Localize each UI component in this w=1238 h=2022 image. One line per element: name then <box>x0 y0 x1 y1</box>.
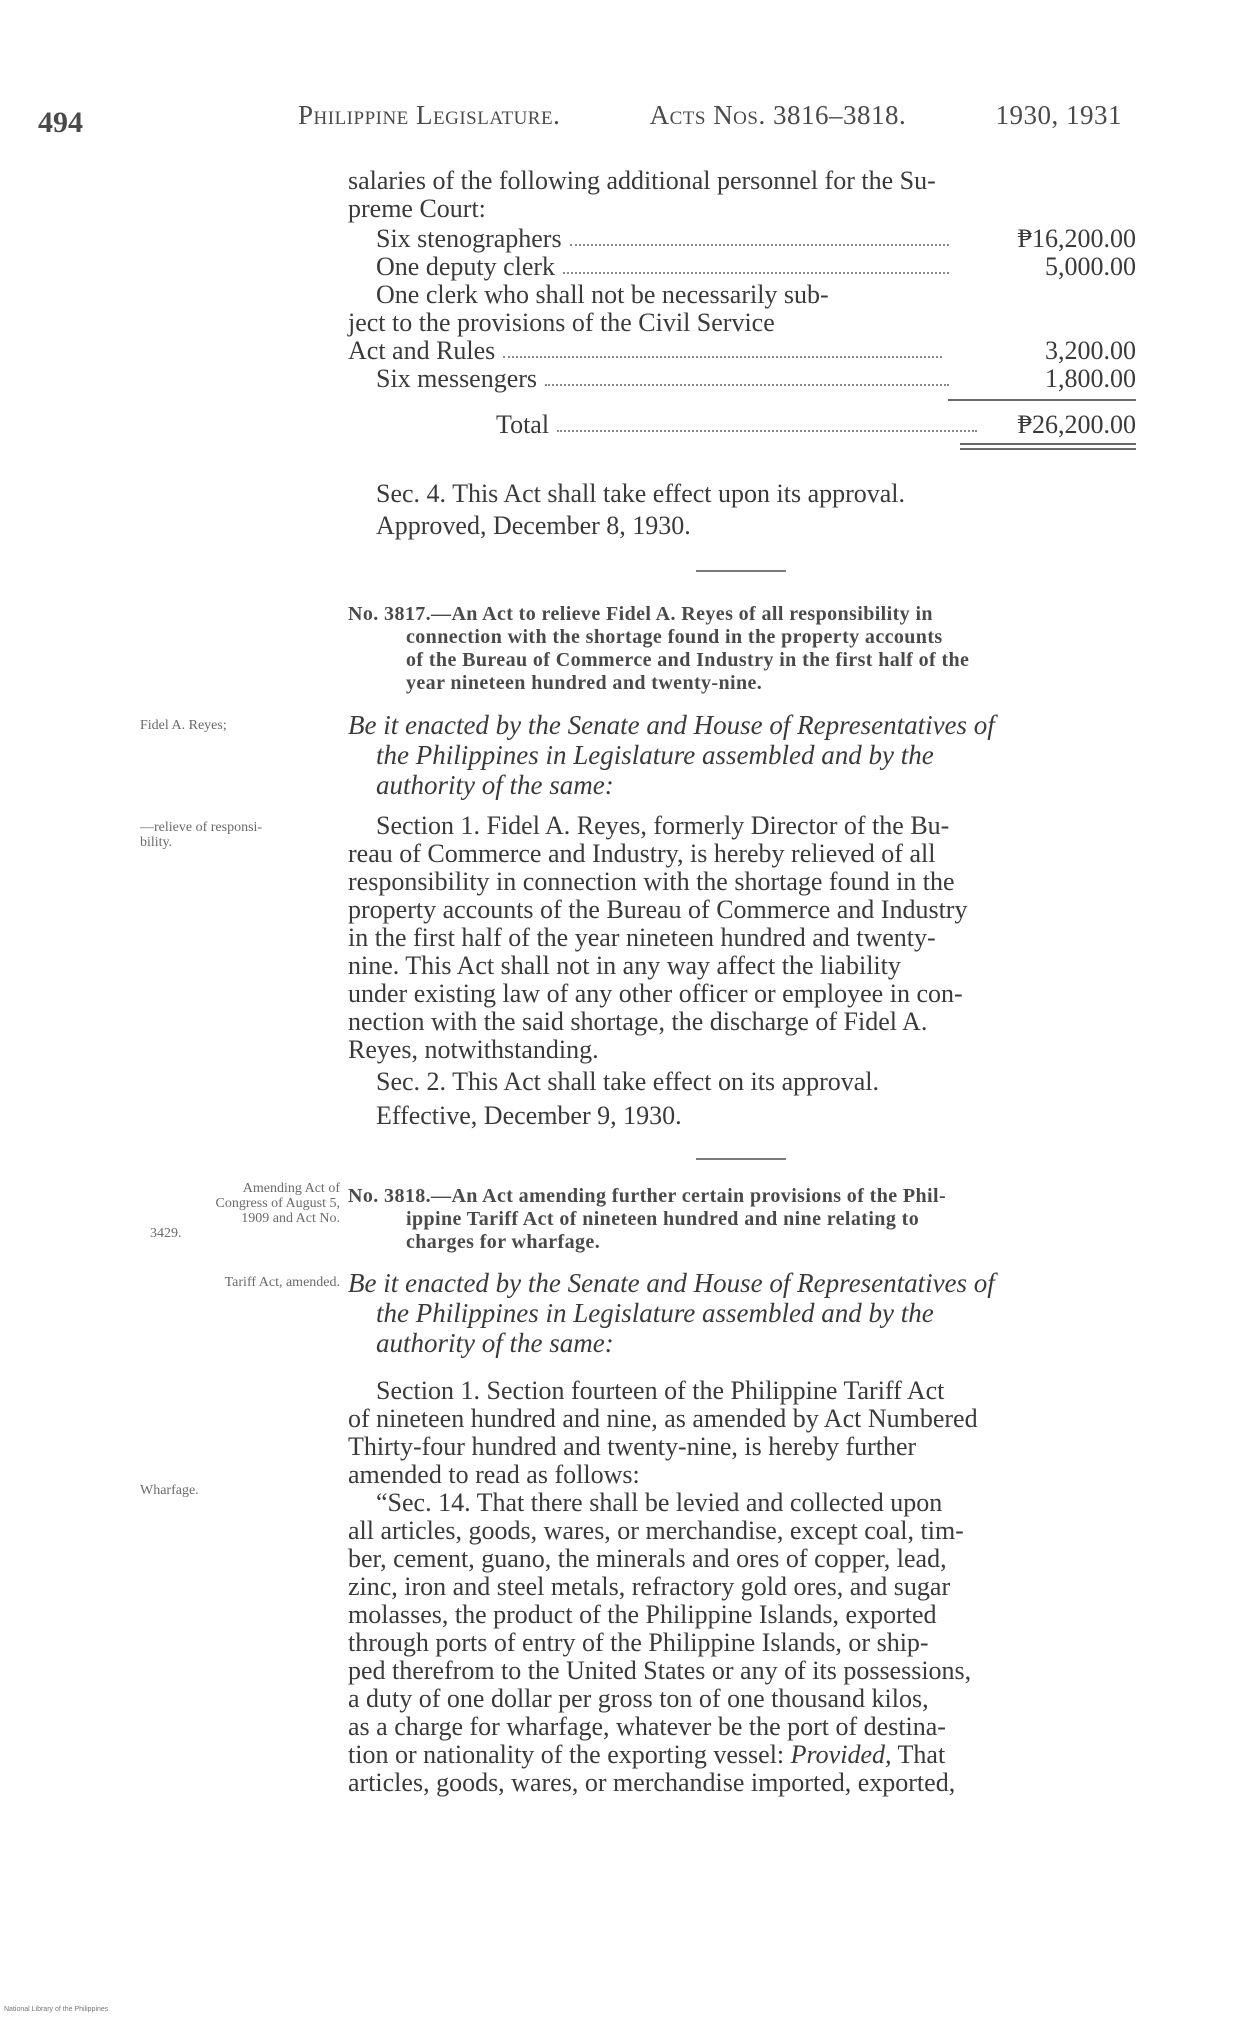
running-header-mid: Acts Nos. 3816–3818. <box>649 100 907 130</box>
act3816-closing <box>348 480 1136 540</box>
para-line: Thirty-four hundred and twenty-nine, is hereby further <box>348 1432 917 1461</box>
enact-line: the Philippines in Legislature assembled and by the <box>376 1298 934 1328</box>
enact-line: Be it enacted by the Senate and House of Representatives of <box>348 710 995 740</box>
title-line: No. 3817.—An Act to relieve Fidel A. Reyes of all responsibility in <box>348 603 933 625</box>
para-line: zinc, iron and steel metals, refractory gold ores, and sugar <box>348 1572 951 1601</box>
schedule-amount: 1,800.00 <box>1045 364 1136 393</box>
schedule-amount: 3,200.00 <box>1045 336 1136 365</box>
total-amount: ₱26,200.00 <box>1017 410 1136 439</box>
title-line: year nineteen hundred and twenty-nine. <box>406 672 763 694</box>
total-label: Total <box>496 410 550 439</box>
margin-line: 3429. <box>150 1226 182 1241</box>
para-line: of nineteen hundred and nine, as amended by Act Numbered <box>348 1404 978 1433</box>
act3816-intro <box>348 167 1136 223</box>
para-line: articles, goods, wares, or merchandise imported, exported, <box>348 1768 956 1797</box>
schedule-label: One deputy clerk <box>376 252 556 281</box>
para-line: responsibility in connection with the shortage found in the <box>348 867 955 896</box>
schedule-amount: ₱16,200.00 <box>1017 224 1136 253</box>
para-line: amended to read as follows: <box>348 1460 640 1489</box>
para-line <box>348 1741 1136 1769</box>
schedule-row <box>348 365 1136 393</box>
total-double-rule <box>960 443 1136 450</box>
enact-line: Be it enacted by the Senate and House of Representatives of <box>348 1268 995 1298</box>
para-line: reau of Commerce and Industry, is hereby relieved of all <box>348 839 936 868</box>
margin-note: Wharfage. <box>140 1483 199 1498</box>
margin-line: Amending Act of <box>242 1181 340 1196</box>
enact-line: authority of the same: <box>376 770 614 800</box>
para-line: a duty of one dollar per gross ton of one thousand kilos, <box>348 1684 929 1713</box>
para-line: Reyes, notwithstanding. <box>348 1035 599 1064</box>
approved-line: Approved, December 8, 1930. <box>376 511 691 540</box>
schedule-row <box>348 281 1136 309</box>
leader-dots <box>557 430 977 432</box>
separator-rule <box>696 570 786 572</box>
schedule-total-row <box>348 411 1136 439</box>
para-line: through ports of entry of the Philippine Islands, or ship- <box>348 1628 929 1657</box>
leader-dots <box>545 384 949 386</box>
enact-line: the Philippines in Legislature assembled and by the <box>376 740 934 770</box>
leader-dots <box>563 272 949 274</box>
para-line: Section 1. Section fourteen of the Philippine Tariff Act <box>376 1376 945 1405</box>
title-line: charges for wharfage. <box>406 1231 601 1253</box>
margin-line: —relieve of responsi- <box>140 820 263 835</box>
act3817-section-1 <box>348 812 1136 1130</box>
para-line: all articles, goods, wares, or merchandise, except coal, tim- <box>348 1516 964 1545</box>
schedule-row <box>348 337 1136 365</box>
running-header <box>298 100 1122 131</box>
para-line: Section 1. Fidel A. Reyes, formerly Director of the Bu- <box>376 811 950 840</box>
margin-note: Tariff Act, amended. <box>224 1275 340 1290</box>
margin-note <box>140 820 340 850</box>
act3817-title <box>348 603 1136 695</box>
act3818-section-1 <box>348 1377 1136 1489</box>
act3818-enacting-clause <box>348 1268 1136 1358</box>
para-line: property accounts of the Bureau of Commerce and Industry <box>348 895 968 924</box>
para-line: molasses, the product of the Philippine Islands, exported <box>348 1600 937 1629</box>
schedule-label: Six messengers <box>376 364 538 393</box>
para-line: nection with the said shortage, the discharge of Fidel A. <box>348 1007 928 1036</box>
para-line: under existing law of any other officer or employee in con- <box>348 979 963 1008</box>
para-text: That <box>897 1740 946 1769</box>
margin-note <box>136 1181 340 1241</box>
intro-line: preme Court: <box>348 194 486 223</box>
leader-dots <box>570 244 949 246</box>
scan-footer: National Library of the Philippines <box>4 2006 109 2013</box>
margin-line: 1909 and Act No. <box>241 1211 340 1226</box>
margin-line: Congress of August 5, <box>215 1196 340 1211</box>
schedule-label: Six stenographers <box>376 224 562 253</box>
para-line: as a charge for wharfage, whatever be the port of destina- <box>348 1712 946 1741</box>
title-line: connection with the shortage found in the property accounts <box>406 626 943 648</box>
schedule-row <box>348 225 1136 253</box>
section-text: Sec. 4. This Act shall take effect upon its approval. <box>376 479 906 508</box>
para-text: tion or nationality of the exporting vessel: <box>348 1740 785 1769</box>
title-line: No. 3818.—An Act amending further certain provisions of the Phil- <box>348 1185 947 1207</box>
section-2: Sec. 2. This Act shall take effect on its approval. <box>376 1067 880 1096</box>
effective-line: Effective, December 9, 1930. <box>376 1101 682 1130</box>
page-number: 494 <box>38 106 83 139</box>
para-line: ber, cement, guano, the minerals and ores of copper, lead, <box>348 1544 947 1573</box>
schedule-row <box>348 309 1136 337</box>
running-header-left: Philippine Legislature. <box>298 100 561 130</box>
title-line: of the Bureau of Commerce and Industry in the first half of the <box>406 649 970 671</box>
salary-schedule <box>348 225 1136 450</box>
enact-line: authority of the same: <box>376 1328 614 1358</box>
schedule-label: ject to the provisions of the Civil Service <box>348 308 775 337</box>
title-line: ippine Tariff Act of nineteen hundred and nine relating to <box>406 1208 920 1230</box>
running-header-right: 1930, 1931 <box>995 100 1122 130</box>
schedule-label: Act and Rules <box>348 336 496 365</box>
para-line: ped therefrom to the United States or any of its possessions, <box>348 1656 972 1685</box>
schedule-label: One clerk who shall not be necessarily sub- <box>376 280 829 309</box>
section-4 <box>348 480 1136 508</box>
act3818-section-14 <box>348 1489 1136 1797</box>
act3817-enacting-clause <box>348 710 1136 800</box>
leader-dots <box>503 356 942 358</box>
provided-italic: Provided, <box>790 1740 892 1769</box>
intro-line: salaries of the following additional personnel for the Su- <box>348 166 936 195</box>
para-line: “Sec. 14. That there shall be levied and collected upon <box>376 1488 943 1517</box>
margin-line: bility. <box>140 835 173 850</box>
schedule-row <box>348 253 1136 281</box>
para-line: in the first half of the year nineteen hundred and twenty- <box>348 923 936 952</box>
para-line: nine. This Act shall not in any way affect the liability <box>348 951 901 980</box>
act3818-title <box>348 1185 1136 1254</box>
margin-note: Fidel A. Reyes; <box>140 718 227 733</box>
separator-rule <box>696 1158 786 1160</box>
schedule-amount: 5,000.00 <box>1045 252 1136 281</box>
